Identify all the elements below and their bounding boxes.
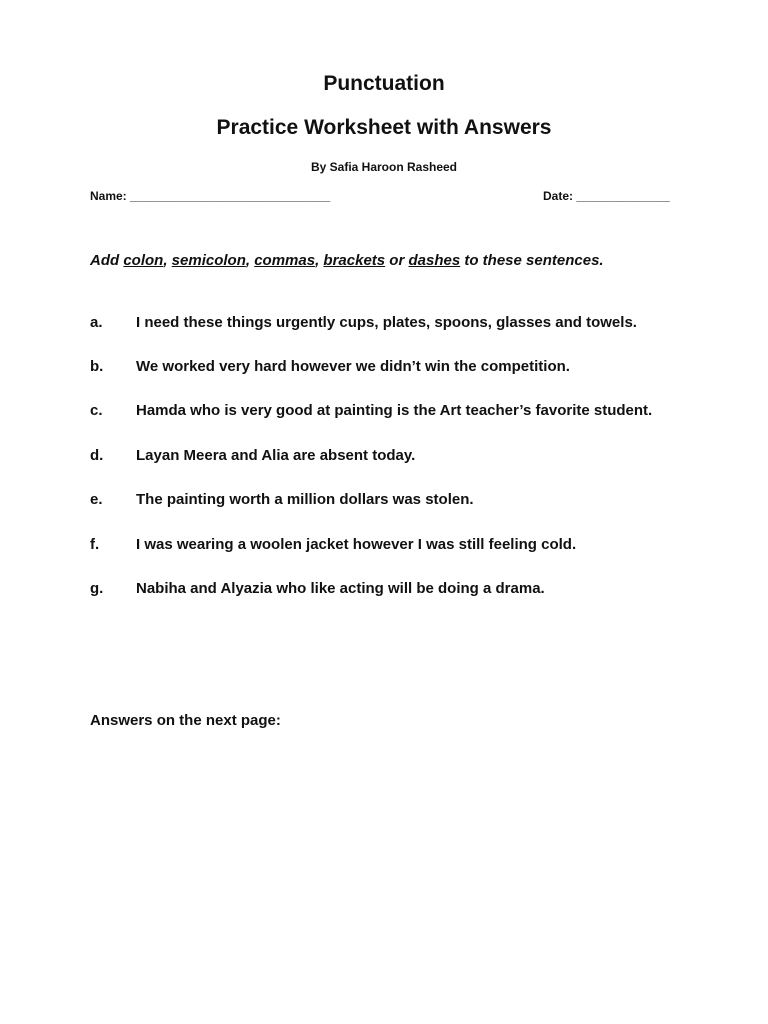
exercise-item	[90, 536, 576, 553]
instruction-text-part: ,	[163, 252, 172, 269]
date-field: Date: ______________	[543, 189, 670, 203]
keyword-dashes: dashes	[408, 252, 461, 269]
item-sentence: I was wearing a woolen jacket however I was still feeling cold.	[136, 536, 577, 553]
worksheet-title: Punctuation	[323, 72, 445, 95]
item-letter: c.	[90, 402, 103, 419]
instruction-text-part: Add	[90, 252, 124, 269]
name-field: Name: ______________________________	[90, 189, 331, 203]
item-sentence: We worked very hard however we didn’t win the competition.	[136, 358, 570, 375]
item-sentence: Hamda who is very good at painting is the Art teacher’s favorite student.	[136, 402, 653, 419]
item-sentence: I need these things urgently cups, plates, spoons, glasses and towels.	[136, 314, 637, 331]
exercise-item	[90, 402, 652, 419]
exercise-item	[90, 447, 415, 464]
instruction-text-part: to these sentences.	[460, 252, 604, 269]
item-sentence: The painting worth a million dollars was stolen.	[136, 491, 474, 508]
keyword-brackets: brackets	[323, 252, 386, 269]
keyword-colon: colon	[123, 252, 164, 269]
keyword-commas: commas	[254, 252, 316, 269]
item-letter: d.	[90, 447, 104, 464]
item-letter: e.	[90, 491, 103, 508]
item-letter: a.	[90, 314, 103, 331]
item-sentence: Layan Meera and Alia are absent today.	[136, 447, 416, 464]
answers-note: Answers on the next page:	[90, 712, 281, 729]
instruction-text	[90, 252, 604, 269]
exercise-item	[90, 358, 570, 375]
item-letter: b.	[90, 358, 104, 375]
exercise-item	[90, 580, 545, 597]
item-letter: f.	[90, 536, 100, 553]
item-letter: g.	[90, 580, 104, 597]
worksheet-subtitle: Practice Worksheet with Answers	[216, 116, 552, 139]
item-sentence: Nabiha and Alyazia who like acting will be doing a drama.	[136, 580, 545, 597]
instruction-text-part: ,	[245, 252, 255, 269]
keyword-semicolon: semicolon	[171, 252, 246, 269]
author-credit: By Safia Haroon Rasheed	[310, 160, 458, 174]
instruction-text-part: ,	[315, 252, 324, 269]
instruction-text-part: or	[385, 252, 409, 269]
exercise-item	[90, 491, 474, 508]
exercise-item	[90, 314, 637, 331]
